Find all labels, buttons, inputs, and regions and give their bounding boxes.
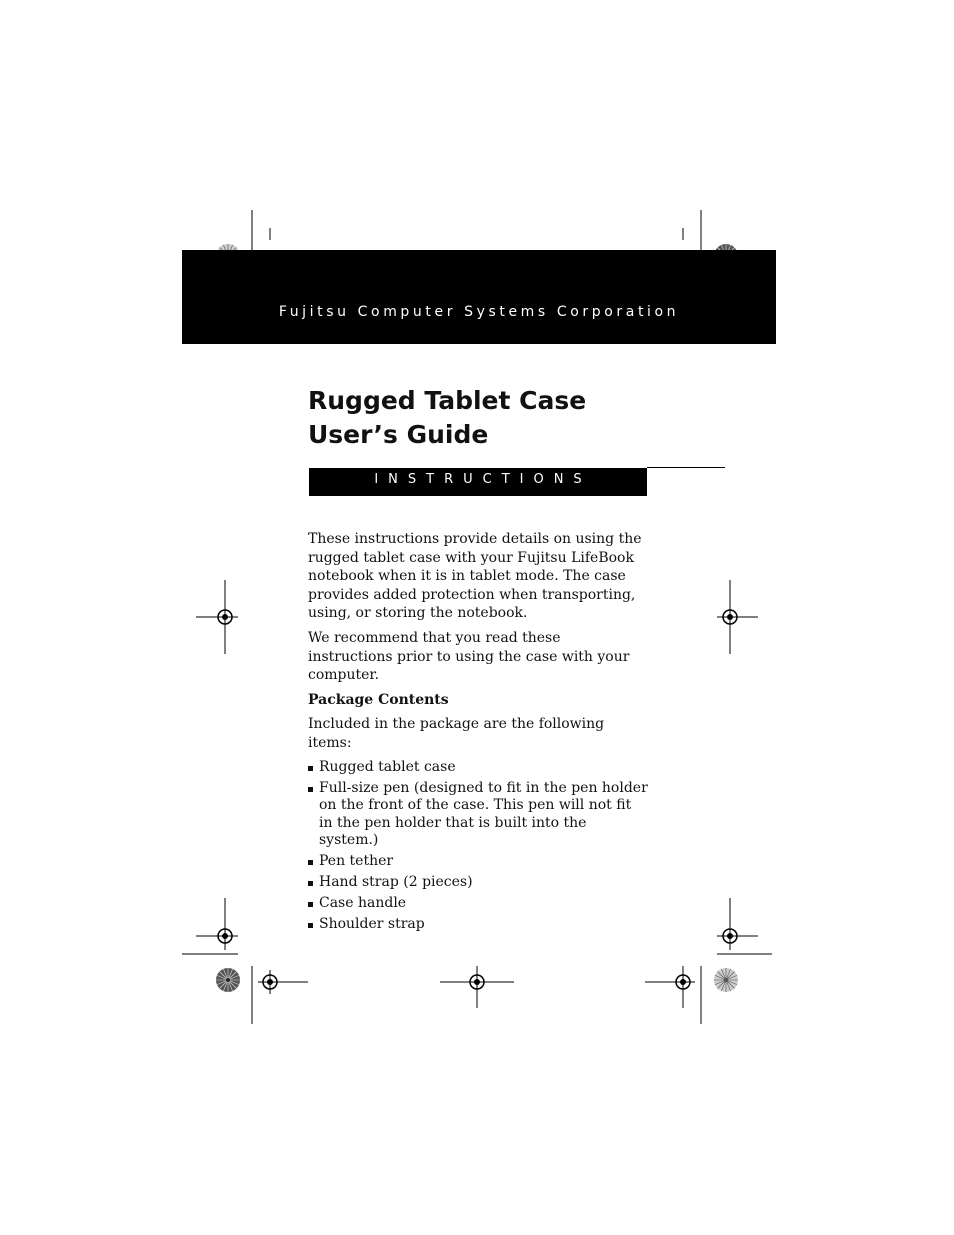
body-content [308, 530, 648, 937]
list-item: Hand strap (2 pieces) [308, 874, 648, 892]
list-item: Pen tether [308, 853, 648, 871]
recommend-paragraph: We recommend that you read these instructions prior to using the case with your computer. [308, 629, 630, 684]
company-name: Fujitsu Computer Systems Corporation [278, 304, 680, 320]
package-list [308, 759, 648, 934]
package-intro: Included in the package are the following items: [308, 716, 605, 751]
header-band [182, 250, 776, 344]
document-title [308, 384, 586, 452]
list-item: Case handle [308, 895, 648, 913]
section-bar [309, 468, 647, 496]
list-item: Full-size pen (designed to fit in the pen holder on the front of the case. This pen will not fit in the pen holder that is built into the system.) [308, 780, 648, 850]
intro-paragraph: These instructions provide details on using the rugged tablet case with your Fujitsu LifeBook notebook when it is in tablet mode. The case provides added protection when transporting, using, or storing the notebook. [308, 531, 642, 622]
title-line-1: Rugged Tablet Case [308, 386, 587, 415]
section-label: INSTRUCTIONS [374, 472, 592, 487]
list-item: Rugged tablet case [308, 759, 648, 777]
list-item: Shoulder strap [308, 916, 648, 934]
title-line-2: User’s Guide [308, 420, 489, 449]
section-rule [647, 467, 725, 468]
package-heading: Package Contents [308, 691, 449, 708]
